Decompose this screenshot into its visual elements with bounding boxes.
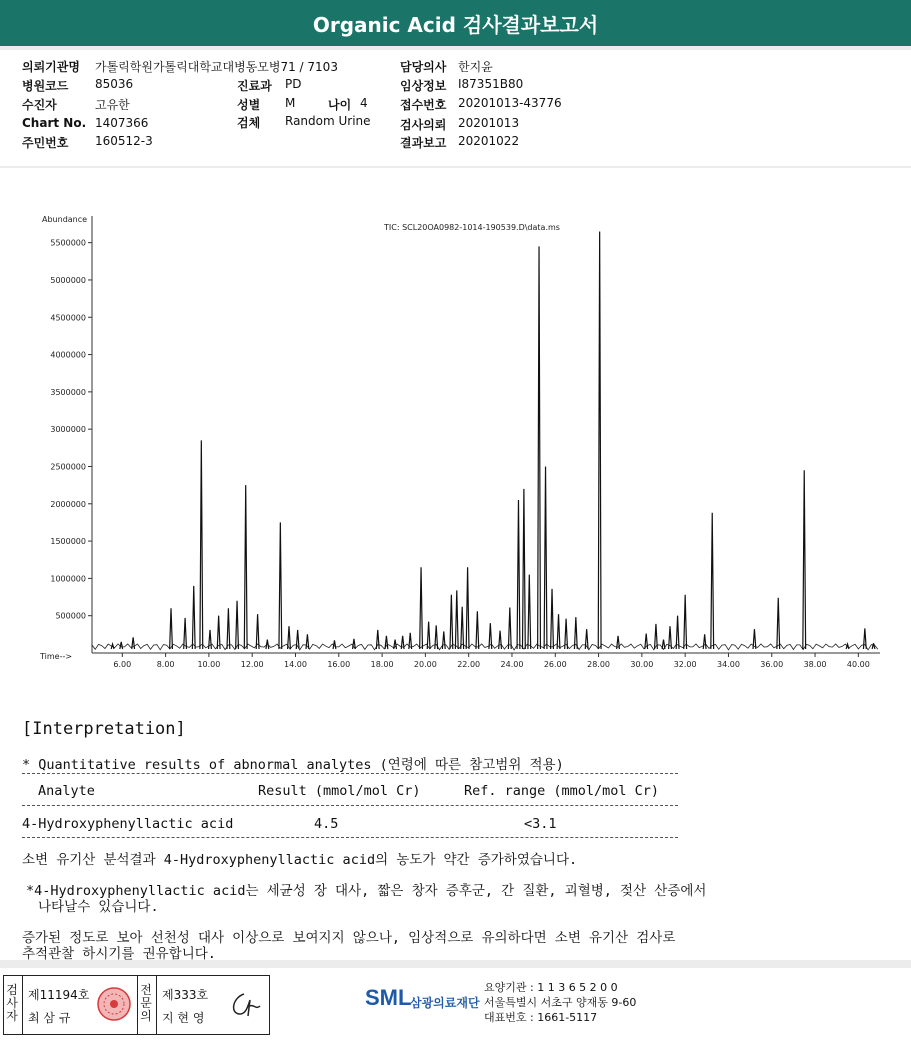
interpretation-heading: [Interpretation] — [22, 719, 186, 739]
seal-stamp-icon — [95, 985, 133, 1023]
peak — [120, 642, 123, 649]
peak — [711, 513, 714, 649]
peak — [522, 489, 525, 649]
peak — [499, 631, 502, 649]
specimen-value: Random Urine — [285, 114, 371, 128]
specialist-label — [139, 984, 153, 1023]
divider — [156, 976, 157, 1034]
peak — [676, 616, 679, 649]
y-tick-label: 2000000 — [50, 499, 86, 509]
peak — [777, 598, 780, 649]
peak — [209, 630, 212, 649]
receipt-value: 20201013-43776 — [458, 96, 562, 110]
signature-box — [3, 975, 270, 1035]
col-ref: Ref. range (mmol/mol Cr) — [464, 783, 660, 799]
sex-label: 성별 — [237, 98, 261, 112]
peak — [427, 622, 430, 649]
phone: 대표번호 : 1661-5117 — [484, 1011, 598, 1024]
resident-no-value: 160512-3 — [95, 134, 153, 148]
y-tick-label: 4000000 — [50, 350, 86, 360]
collector-label: 수진자 — [22, 98, 57, 112]
org-contact — [484, 980, 636, 1025]
peak — [703, 634, 706, 649]
y-tick-label: 500000 — [55, 611, 86, 621]
peak — [598, 231, 601, 649]
clinical-label: 임상정보 — [400, 79, 447, 93]
peak — [551, 589, 554, 649]
peak — [279, 522, 282, 649]
peak — [557, 614, 560, 649]
peak — [385, 636, 388, 649]
x-tick-label: 18.00 — [370, 660, 394, 669]
doctor-label: 담당의사 — [400, 60, 447, 74]
col-result: Result (mmol/mol Cr) — [258, 783, 421, 799]
x-tick-label: 10.00 — [197, 660, 221, 669]
org-name: 삼광의료재단 — [410, 996, 480, 1010]
address: 서울특별시 서초구 양재동 9-60 — [484, 996, 637, 1009]
receipt-label: 접수번호 — [400, 98, 447, 112]
peak — [517, 500, 520, 649]
conclusion-line-2: 추적관찰 하시기를 권유합니다. — [22, 946, 216, 962]
x-tick-label: 16.00 — [327, 660, 351, 669]
row-ref: <3.1 — [524, 816, 557, 832]
peak — [476, 611, 479, 649]
peak — [655, 624, 658, 649]
peak — [442, 631, 445, 649]
peak — [803, 470, 806, 649]
y-tick-label: 1000000 — [50, 574, 86, 584]
peak — [508, 607, 511, 649]
peak — [420, 567, 423, 649]
note-line-2: 나타날수 있습니다. — [38, 899, 159, 915]
peak — [538, 246, 541, 649]
col-analyte: Analyte — [38, 783, 95, 799]
x-tick-label: 36.00 — [760, 660, 784, 669]
hospital-code-value: 85036 — [95, 77, 134, 91]
quant-title: * Quantitative results of abnormal analytes (연령에 따른 참고범위 적용) — [22, 757, 564, 773]
divider — [137, 976, 138, 1034]
resident-no-label: 주민번호 — [22, 136, 69, 150]
inspector-label-char: 자 — [6, 1009, 18, 1023]
x-tick-label: 34.00 — [717, 660, 740, 669]
report-title: Organic Acid 검사결과보고서 — [0, 0, 911, 46]
peak — [863, 628, 866, 649]
row-analyte: 4-Hydroxyphenyllactic acid — [22, 816, 234, 832]
summary-text: 소변 유기산 분석결과 4-Hydroxyphenyllactic acid의 농도가 약간 증가하였습니다. — [22, 852, 578, 868]
doctor-value: 한지윤 — [458, 60, 493, 74]
dept-value: PD — [285, 77, 302, 91]
note-line-1: *4-Hydroxyphenyllactic acid는 세균성 장 대사, 짧은 창자 증후군, 간 질환, 괴혈병, 젖산 산증에서 — [26, 883, 707, 899]
collector-value: 고유한 — [95, 98, 130, 112]
inspector-name: 최 삼 규 — [28, 1011, 71, 1025]
divider — [22, 837, 678, 838]
specialist-license: 제333호 — [162, 988, 209, 1002]
chromatogram-svg — [0, 168, 911, 703]
care-number: 요양기관 : 1 1 3 6 5 2 0 0 — [484, 981, 618, 994]
x-tick-label: 6.00 — [113, 660, 132, 669]
inspector-label — [5, 984, 19, 1023]
x-tick-label: 38.00 — [803, 660, 827, 669]
peak — [544, 466, 547, 649]
sex-value: M — [285, 96, 296, 110]
divider — [22, 773, 678, 774]
peak — [333, 640, 336, 649]
institution-label: 의뢰기관명 — [22, 60, 80, 74]
x-tick-label: 8.00 — [156, 660, 175, 669]
peak — [244, 485, 247, 649]
baseline-trace — [92, 644, 878, 650]
age-label: 나이 — [328, 98, 352, 112]
y-tick-label: 4500000 — [50, 313, 86, 323]
request-value: 20201013 — [458, 116, 520, 130]
peak — [409, 633, 412, 649]
inspector-label-char: 사 — [6, 996, 18, 1010]
x-tick-label: 20.00 — [413, 660, 437, 669]
chromatogram — [0, 168, 911, 703]
peak — [450, 595, 453, 649]
specialist-label-char: 전 — [140, 983, 152, 997]
y-tick-label: 2500000 — [50, 462, 86, 472]
specialist-label-char: 문 — [140, 996, 152, 1010]
divider — [22, 805, 678, 806]
report-date-value: 20201022 — [458, 134, 520, 148]
x-axis-label: Time--> — [40, 652, 73, 661]
peak — [200, 440, 203, 649]
x-tick-label: 26.00 — [543, 660, 567, 669]
divider — [22, 976, 23, 1034]
inspector-license: 제11194호 — [28, 988, 90, 1002]
x-tick-label: 22.00 — [457, 660, 481, 669]
peak — [227, 608, 230, 649]
patient-info — [0, 50, 911, 166]
chart-title: TIC: SCL20OA0982-1014-190539.D\data.ms — [384, 223, 560, 232]
report-date-label: 결과보고 — [400, 136, 447, 150]
x-tick-label: 40.00 — [846, 660, 870, 669]
y-tick-label: 1500000 — [50, 537, 86, 547]
specimen-label: 검체 — [237, 116, 261, 130]
interpretation-section — [0, 703, 911, 960]
x-tick-label: 30.00 — [630, 660, 654, 669]
footer — [0, 968, 911, 1040]
x-tick-label: 12.00 — [240, 660, 264, 669]
peak — [455, 590, 458, 649]
clinical-value: I87351B80 — [458, 77, 524, 91]
conclusion-line-1: 증가된 정도로 보아 선천성 대사 이상으로 보여지지 않으나, 임상적으로 유의하다면 소변 유기산 검사로 — [22, 930, 676, 946]
peak — [528, 575, 531, 649]
x-tick-label: 28.00 — [587, 660, 611, 669]
x-tick-label: 24.00 — [500, 660, 524, 669]
peak — [192, 586, 195, 649]
peak — [217, 616, 220, 649]
institution-value: 가톨릭학원가톨릭대학교대병동모병71 / 7103 — [95, 60, 338, 74]
peak — [466, 567, 469, 649]
sml-logo: SML — [365, 985, 412, 1010]
y-tick-label: 5000000 — [50, 275, 86, 285]
chart-no-value: 1407366 — [95, 116, 149, 130]
specialist-name: 지 현 영 — [162, 1011, 205, 1025]
chart-no-label: Chart No. — [22, 116, 87, 130]
peak — [394, 640, 397, 649]
hospital-code-label: 병원코드 — [22, 79, 69, 93]
y-tick-label: 5500000 — [50, 238, 86, 248]
y-tick-label: 3000000 — [50, 425, 86, 435]
peak — [461, 607, 464, 649]
y-tick-label: 3500000 — [50, 387, 86, 397]
y-axis-label: Abundance — [42, 215, 88, 224]
peak — [288, 626, 291, 649]
request-label: 검사의뢰 — [400, 118, 447, 132]
peak — [236, 601, 239, 649]
x-tick-label: 32.00 — [673, 660, 697, 669]
age-value: 4 — [360, 96, 368, 110]
signature-icon — [226, 988, 262, 1020]
peak — [184, 618, 187, 649]
peak — [376, 630, 379, 649]
peak — [132, 637, 135, 649]
specialist-label-char: 의 — [140, 1009, 152, 1023]
peak — [872, 643, 875, 649]
peak — [684, 595, 687, 649]
row-result: 4.5 — [314, 816, 339, 832]
dept-label: 진료과 — [237, 79, 272, 93]
peak — [170, 608, 173, 649]
inspector-label-char: 검 — [6, 983, 18, 997]
peak — [435, 625, 438, 649]
peak — [662, 640, 665, 649]
x-tick-label: 14.00 — [284, 660, 307, 669]
